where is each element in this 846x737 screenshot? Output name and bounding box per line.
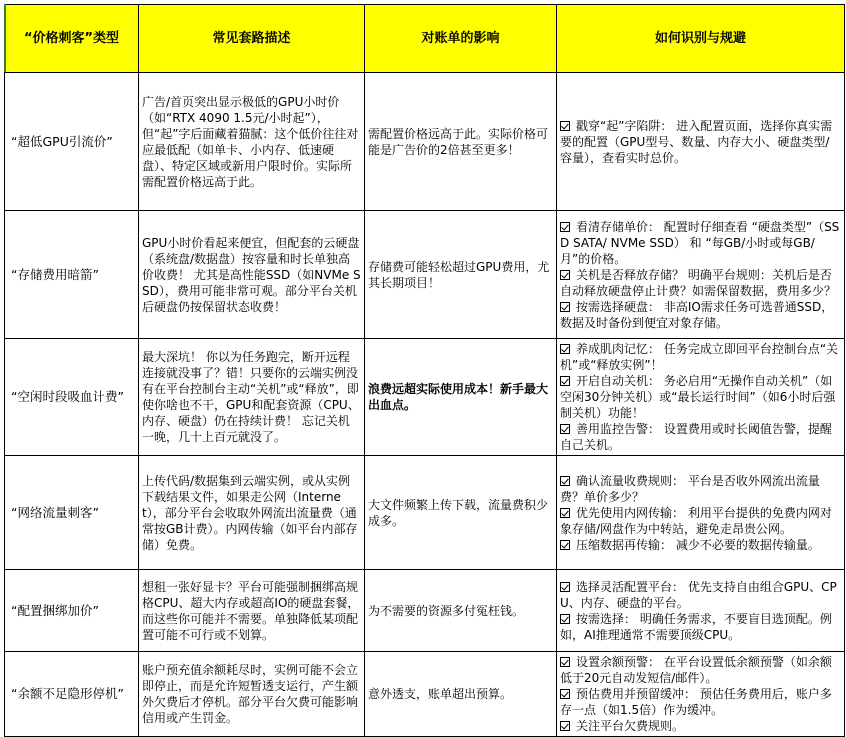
checkbox-icon bbox=[560, 540, 570, 550]
type-cell[interactable]: “存储费用暗箭” bbox=[5, 211, 139, 339]
tips-cell[interactable] bbox=[557, 570, 845, 652]
checkbox-icon bbox=[560, 376, 570, 386]
tip-text: 预估费用并预留缓冲： 预估任务费用后，账户多存一点（如1.5倍）作为缓冲。 bbox=[560, 687, 832, 717]
header-tips[interactable]: 如何识别与规避 bbox=[557, 5, 845, 73]
tips-cell[interactable] bbox=[557, 652, 845, 737]
checkbox-icon bbox=[560, 302, 570, 312]
tip-text: 优先使用内网传输： 利用平台提供的免费内网对象存储/网盘作为中转站，避免走昂贵公网。 bbox=[560, 505, 832, 536]
checkbox-icon bbox=[560, 657, 570, 667]
table-row bbox=[5, 211, 845, 339]
tip-item bbox=[560, 267, 841, 299]
tip-item bbox=[560, 299, 841, 331]
type-cell[interactable]: “超低GPU引流价” bbox=[5, 73, 139, 211]
tips-cell[interactable] bbox=[557, 73, 845, 211]
tip-text: 戳穿“起”字陷阱： 进入配置页面，选择你真实需要的配置（GPU型号、数量、内存大小、硬盘类型/容量），查看实时总价。 bbox=[560, 118, 833, 165]
checkbox-icon bbox=[560, 721, 570, 731]
tip-item bbox=[560, 341, 841, 373]
tip-item bbox=[560, 654, 841, 686]
tip-item bbox=[560, 421, 841, 453]
tip-text: 按需选择硬盘： 非高IO需求任务可选普通SSD，数据及时备份到便宜对象存储。 bbox=[560, 299, 834, 330]
tip-text: 养成肌肉记忆： 任务完成立即回平台控制台点“关机”或“释放实例”！ bbox=[560, 342, 839, 372]
tip-item bbox=[560, 686, 841, 718]
table-row bbox=[5, 73, 845, 211]
tip-text: 确认流量收费规则： 平台是否收外网流出流量费？单价多少？ bbox=[560, 473, 820, 504]
tips-cell[interactable] bbox=[557, 211, 845, 339]
tip-text: 压缩数据再传输： 减少不必要的数据传输量。 bbox=[576, 537, 820, 552]
tip-text: 设置余额预警： 在平台设置低余额预警（如余额低于20元自动发短信/邮件）。 bbox=[560, 655, 832, 685]
tip-item bbox=[560, 219, 841, 267]
selection-indicator bbox=[4, 4, 6, 72]
checkbox-icon bbox=[560, 121, 570, 131]
tip-text: 按需选择： 明确任务需求，不要盲目选顶配。例如，AI推理通常不需要顶级CPU。 bbox=[560, 611, 832, 642]
checkbox-icon bbox=[560, 582, 570, 592]
description-cell[interactable]: GPU小时价看起来便宜，但配套的云硬盘（系统盘/数据盘）按容量和时长单独高价收费！ 尤其是高性能SSD（如NVMe SSD），费用可能非常可观。部分平台关机后硬盘仍按保留状态收费！ bbox=[139, 211, 365, 339]
impact-cell[interactable]: 存储费可能轻松超过GPU费用，尤其长期项目！ bbox=[365, 211, 557, 339]
impact-cell[interactable]: 大文件频繁上传下载，流量费积少成多。 bbox=[365, 456, 557, 570]
type-cell[interactable]: “网络流量刺客” bbox=[5, 456, 139, 570]
description-cell[interactable]: 上传代码/数据集到云端实例，或从实例下载结果文件，如果走公网（Internet），部分平台会收取外网流出流量费（通常按GB计费）。内网传输（如平台内部存储）免费。 bbox=[139, 456, 365, 570]
tip-text: 关机是否释放存储？ 明确平台规则：关机后是否自动释放硬盘停止计费？如需保留数据，费用多少？ bbox=[560, 267, 837, 298]
description-cell[interactable]: 想租一张好显卡？平台可能强制捆绑高规格CPU、超大内存或超高IO的硬盘套餐，而这些你可能并不需要。单独降低某项配置可能不可行或不划算。 bbox=[139, 570, 365, 652]
tip-item bbox=[560, 611, 841, 643]
tip-item bbox=[560, 118, 841, 166]
checkbox-icon bbox=[560, 344, 570, 354]
checkbox-icon bbox=[560, 689, 570, 699]
tip-text: 看清存储单价： 配置时仔细查看 “硬盘类型”（SSD SATA/ NVMe SSD） 和 “每GB/小时或每GB/月”的价格。 bbox=[560, 219, 840, 266]
table-row bbox=[5, 456, 845, 570]
impact-cell[interactable]: 意外透支，账单超出预算。 bbox=[365, 652, 557, 737]
checkbox-icon bbox=[560, 424, 570, 434]
tips-cell[interactable] bbox=[557, 339, 845, 456]
tip-text: 关注平台欠费规则。 bbox=[576, 719, 685, 733]
tip-item bbox=[560, 537, 841, 553]
type-cell[interactable]: “空闲时段吸血计费” bbox=[5, 339, 139, 456]
header-description[interactable]: 常见套路描述 bbox=[139, 5, 365, 73]
table-row bbox=[5, 652, 845, 737]
tip-text: 选择灵活配置平台： 优先支持自由组合GPU、CPU、内存、硬盘的平台。 bbox=[560, 579, 837, 610]
tip-item bbox=[560, 373, 841, 421]
checkbox-icon bbox=[560, 614, 570, 624]
description-cell[interactable]: 账户预充值余额耗尽时，实例可能不会立即停止，而是允许短暂透支运行，产生额外欠费后才停机。部分平台欠费可能影响信用或产生罚金。 bbox=[139, 652, 365, 737]
impact-cell[interactable]: 为不需要的资源多付冤枉钱。 bbox=[365, 570, 557, 652]
description-cell[interactable]: 广告/首页突出显示极低的GPU小时价（如“RTX 4090 1.5元/小时起”），但“起”字后面藏着猫腻：这个低价往往对应最低配（如单卡、小内存、低速硬盘）、特定区域或新用户限时价。实际所需配置价格远高于此。 bbox=[139, 73, 365, 211]
tip-item bbox=[560, 473, 841, 505]
impact-cell[interactable]: 需配置价格远高于此。实际价格可能是广告价的2倍甚至更多！ bbox=[365, 73, 557, 211]
type-cell[interactable]: “配置捆绑加价” bbox=[5, 570, 139, 652]
checkbox-icon bbox=[560, 476, 570, 486]
table-row bbox=[5, 339, 845, 456]
tip-item bbox=[560, 505, 841, 537]
type-cell[interactable]: “余额不足隐形停机” bbox=[5, 652, 139, 737]
header-type[interactable]: “价格刺客”类型 bbox=[5, 5, 139, 73]
tips-cell[interactable] bbox=[557, 456, 845, 570]
table-row bbox=[5, 570, 845, 652]
description-cell[interactable]: 最大深坑！ 你以为任务跑完，断开远程连接就没事了？错！只要你的云端实例没有在平台控制台主动“关机”或“释放”，即使你啥也不干，GPU和配套资源（CPU、内存、硬盘）仍在持续计费！ 忘记关机一晚，几十上百元就没了。 bbox=[139, 339, 365, 456]
tip-text: 开启自动关机： 务必启用“无操作自动关机”（如空闲30分钟关机）或“最长运行时间”（如6小时后强制关机）功能！ bbox=[560, 374, 836, 420]
tip-item bbox=[560, 579, 841, 611]
checkbox-icon bbox=[560, 222, 570, 232]
checkbox-icon bbox=[560, 270, 570, 280]
price-trap-table bbox=[4, 4, 845, 737]
header-impact[interactable]: 对账单的影响 bbox=[365, 5, 557, 73]
header-row bbox=[5, 5, 845, 73]
impact-cell[interactable]: 浪费远超实际使用成本！新手最大出血点。 bbox=[365, 339, 557, 456]
checkbox-icon bbox=[560, 508, 570, 518]
tip-text: 善用监控告警： 设置费用或时长阈值告警，提醒自己关机。 bbox=[560, 422, 832, 452]
